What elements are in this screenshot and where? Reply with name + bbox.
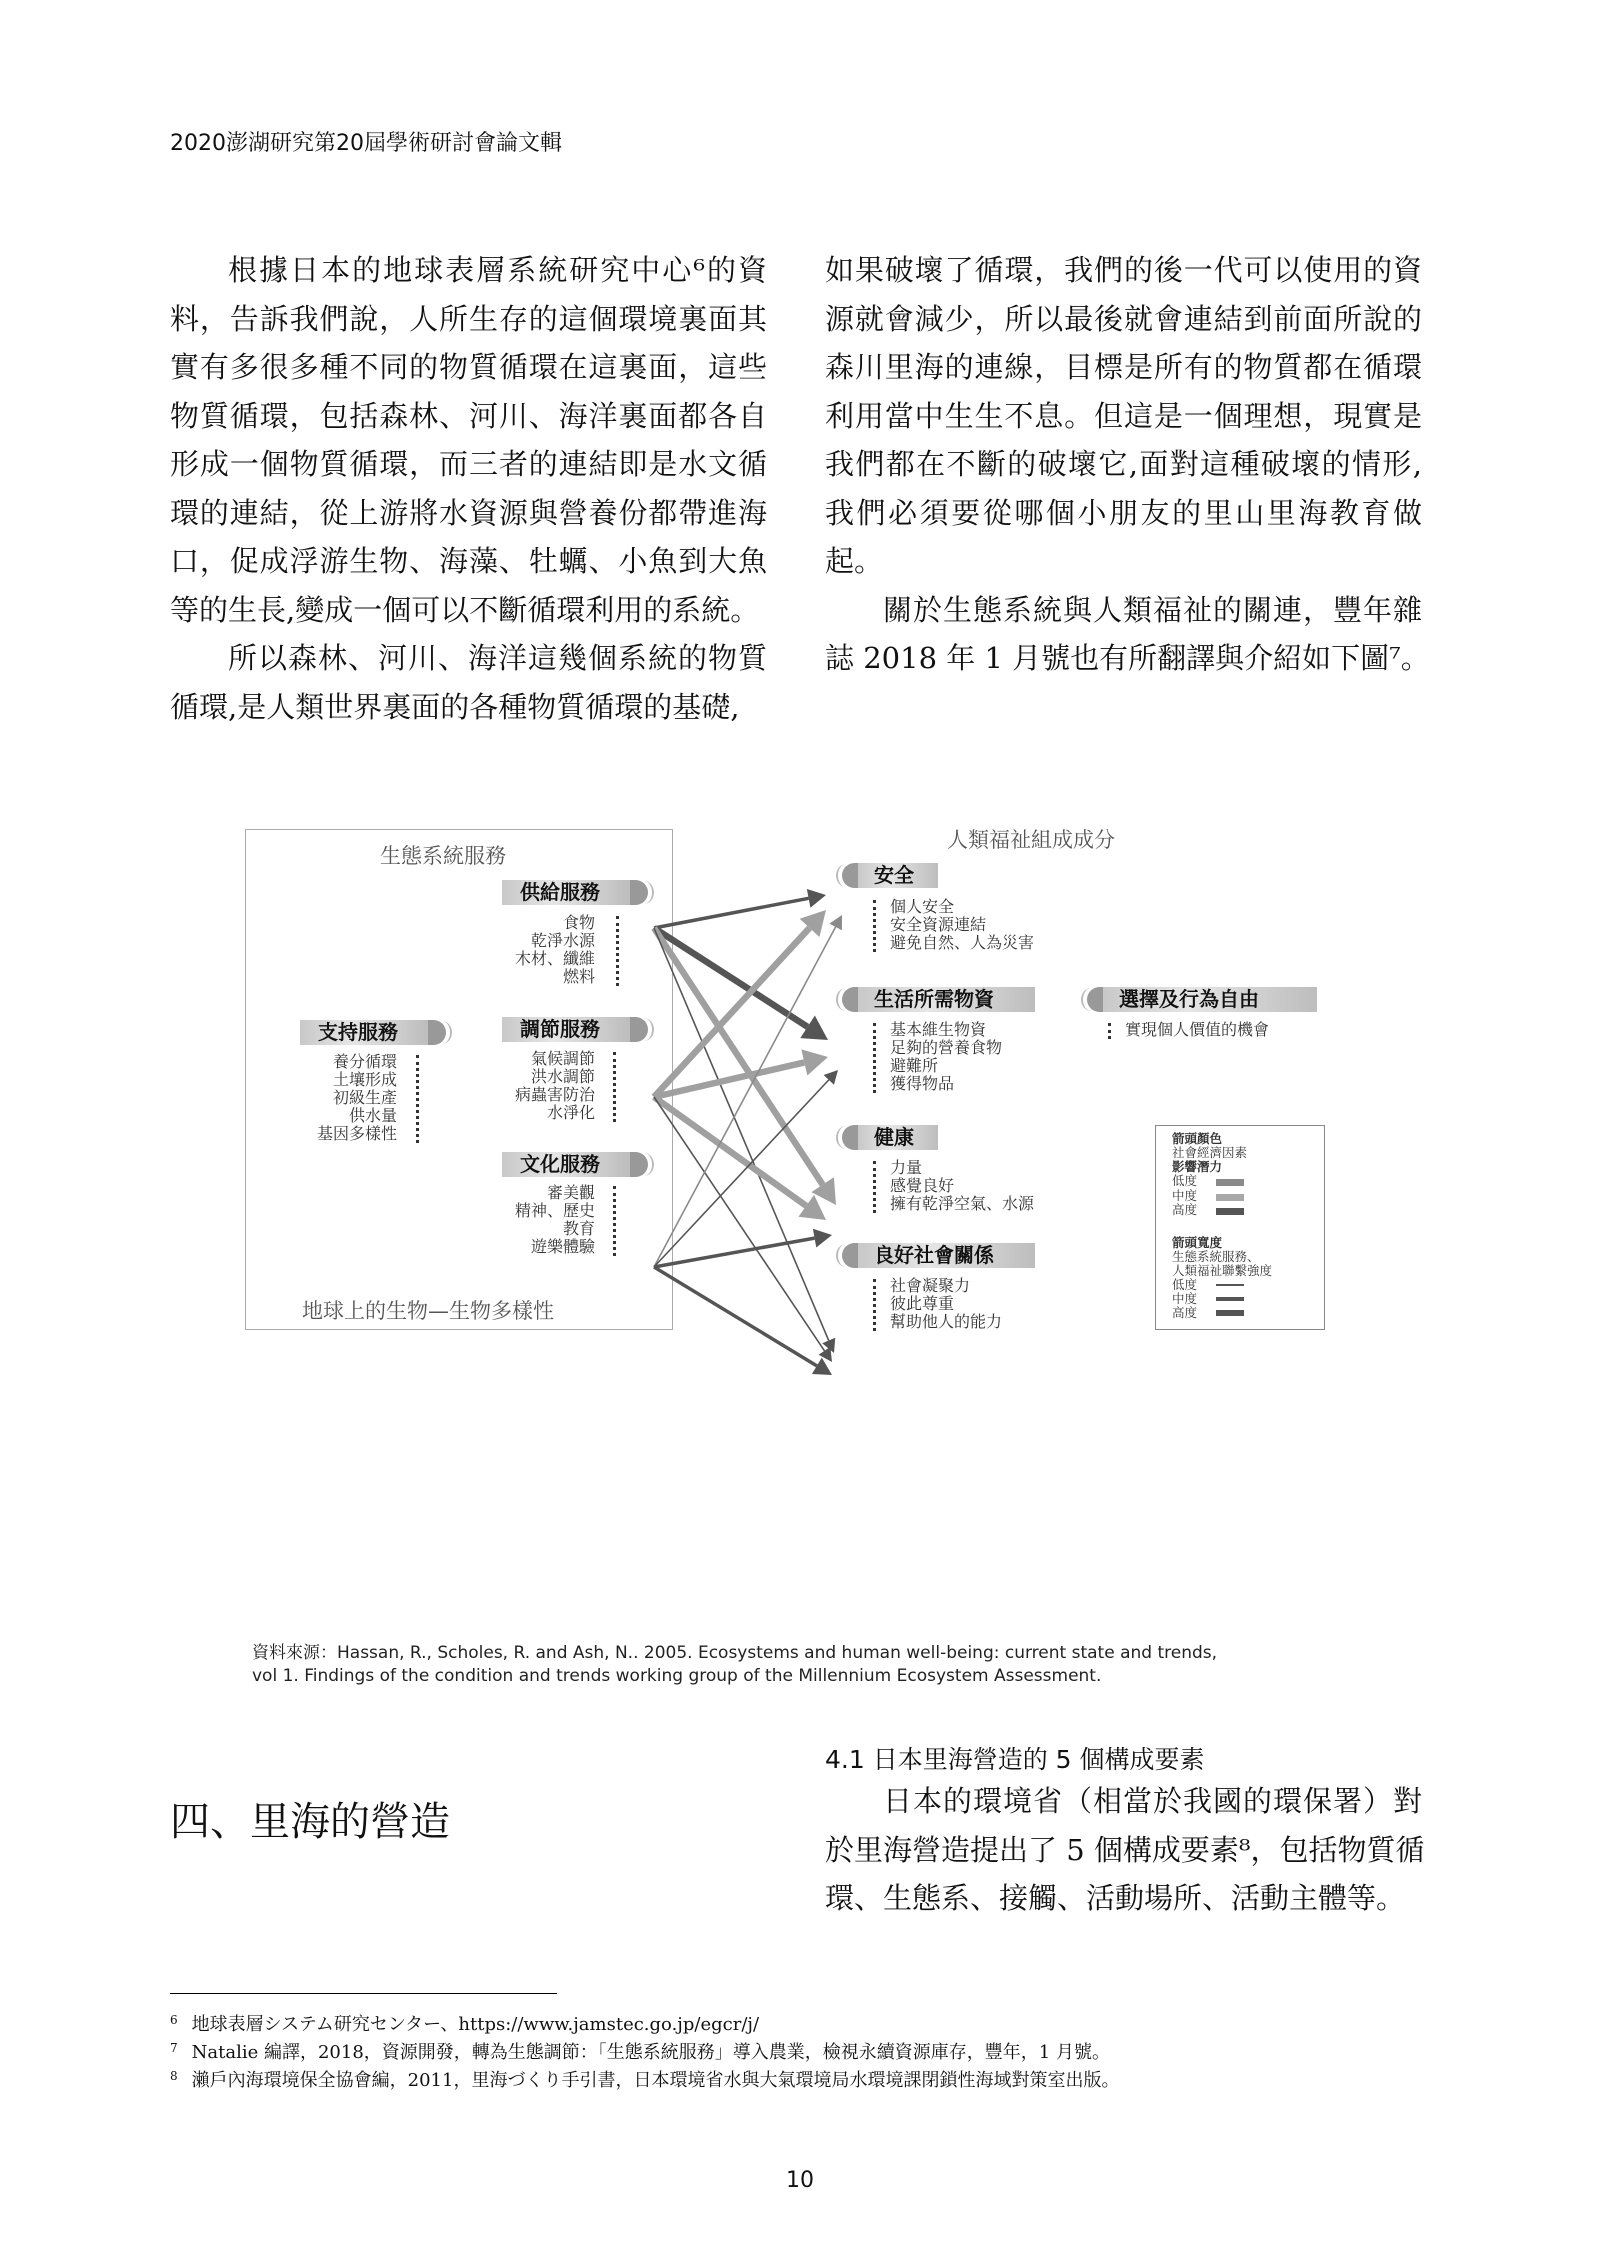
figure-source-line2: vol 1. Findings of the condition and trends working group of the Millennium Ecosystem Assessment. [252,1666,1102,1686]
wellbeing-label-materials [858,987,1035,1012]
service-item: 養分循環 [332,1052,397,1071]
service-item: 土壤形成 [332,1070,397,1089]
service-item: 食物 [562,913,595,932]
connector-cap-icon [842,863,858,888]
service-item: 初級生產 [332,1088,397,1107]
arrow-regulating-to-health [654,1097,806,1206]
arrow-provisioning-to-health [654,928,823,1185]
text-line: 循環,是人類世界裏面的各種物質循環的基礎, [170,689,740,724]
legend-color-sub: 社會經濟因素 [1172,1145,1248,1160]
subsection-heading: 4.1 日本里海營造的 5 個構成要素 [825,1745,1205,1774]
wellbeing-items [890,898,1034,952]
footnote-divider [170,1993,557,1994]
arrowhead-icon [813,1229,832,1248]
legend-color-title: 箭頭顏色 [1172,1131,1223,1146]
wellbeing-label-freedom [1103,987,1317,1012]
wellbeing-item: 避免自然、人為災害 [890,933,1035,952]
service-label-provisioning [502,880,630,905]
text-line: 物質循環，包括森林、河川、海洋裏面都各自 [170,398,767,433]
service-item: 洪水調節 [530,1067,595,1086]
service-label-cultural [502,1152,630,1177]
arrow-cultural-to-health [654,1238,815,1267]
connector-cap-icon [630,880,648,905]
arrowhead-icon [807,889,826,908]
footnote-text: 瀨戶內海環境保全協會編，2011，里海づくり手引書，日本環境省水與大氣環境局水環境課閉鎖性海域對策室出版。 [191,2070,1120,2091]
service-item: 水淨化 [546,1103,595,1122]
service-item: 審美觀 [546,1183,595,1202]
text-line: 料，告訴我們說，人所生存的這個環境裏面其 [170,301,767,336]
wellbeing-items [890,1021,1002,1093]
wellbeing-label-text: 安全 [874,863,914,887]
dotted-divider [416,1055,419,1143]
arrow-regulating-to-social [654,1097,824,1351]
service-item: 燃料 [562,967,595,986]
running-header: 2020澎湖研究第20屆學術研討會論文輯 [170,131,562,156]
footnote-number: 6 [170,2013,178,2027]
wellbeing-item: 個人安全 [890,897,955,916]
text-line: 我們都在不斷的破壞它,面對這種破壞的情形, [825,447,1422,481]
wellbeing-item: 力量 [890,1158,923,1177]
page-number: 10 [786,2168,814,2193]
text-line: 環、生態系、接觸、活動場所、活動主體等。 [825,1881,1406,1915]
service-label-text: 支持服務 [318,1020,398,1044]
service-label-supporting [300,1020,428,1045]
connector-cap-icon [842,1125,858,1150]
service-items [237,1053,397,1143]
biodiversity-label: 地球上的生物—生物多樣性 [302,1299,554,1323]
wellbeing-item: 足夠的營養食物 [890,1038,1003,1057]
arrowhead-icon [801,1049,828,1075]
footnote-text: Natalie 編譯，2018，資源開發，轉為生態調節：「生態系統服務」導入農業，檢視永續資源庫存，豐年，1 月號。 [191,2042,1110,2063]
connector-cap-icon [428,1020,446,1045]
ecosystem-services-title: 生態系統服務 [380,844,506,868]
text-line: 起。 [825,544,884,578]
connector-cap-icon [630,1017,648,1042]
text-line: 等的生長,變成一個可以不斷循環利用的系統。 [170,592,760,627]
legend-label: 低度 [1172,1173,1198,1188]
dotted-divider [873,1279,876,1331]
service-item: 精神、歷史 [514,1201,595,1220]
wellbeing-item: 實現個人價值的機會 [1125,1020,1270,1039]
legend-label: 中度 [1172,1188,1198,1203]
wellbeing-label-social [858,1243,1035,1268]
legend-label: 低度 [1172,1277,1198,1292]
text-line: 森川里海的連線，目標是所有的物質都在循環 [825,350,1422,384]
footnote-text: 地球表層システム研究センター、https://www.jamstec.go.jp/egcr/j/ [191,2014,760,2035]
section-heading: 四、里海的營造 [170,1799,450,1845]
footnote [170,2066,1119,2092]
wellbeing-item: 擁有乾淨空氣、水源 [890,1194,1035,1213]
legend-width-sub: 人類福祉聯繫強度 [1172,1263,1273,1278]
text-line: 實有多很多種不同的物質循環在這裏面，這些 [170,350,767,384]
wellbeing-item: 基本維生物資 [890,1020,987,1039]
dotted-divider [1108,1023,1111,1039]
connector-cap-icon [842,987,858,1012]
legend-swatch-high [1216,1208,1244,1215]
text-line: 所以森林、河川、海洋這幾個系統的物質 [228,641,767,675]
text-line: 我們必須要從哪個小朋友的里山里海教育做 [825,495,1422,530]
service-item: 乾淨水源 [530,931,595,950]
connector-cap-icon [842,1243,858,1268]
figure-source-line1: 資料來源：Hassan, R., Scholes, R. and Ash, N.. 2005. Ecosystems and human well-being: current state and trends, [252,1643,1218,1663]
service-item: 基因多樣性 [316,1124,397,1143]
legend-width-title: 箭頭寬度 [1172,1235,1223,1250]
legend-width-sub: 生態系統服務、 [1172,1249,1260,1264]
dotted-divider [613,1052,616,1122]
service-label-text: 文化服務 [520,1152,600,1176]
wellbeing-label-text: 健康 [874,1125,914,1149]
service-items [435,914,595,986]
wellbeing-item: 安全資源連結 [890,915,987,934]
arrow-provisioning-to-security [654,898,809,928]
legend-width-low [1216,1284,1244,1286]
text-line: 源就會減少，所以最後就會連結到前面所說的 [825,301,1422,336]
service-label-regulating [502,1017,630,1042]
legend-color-sub: 影響潛力 [1172,1159,1223,1174]
legend-label: 中度 [1172,1291,1198,1306]
arrow-cultural-to-social [654,1267,817,1366]
dotted-divider [613,1186,616,1256]
wellbeing-items [890,1277,1002,1331]
text-line: 關於生態系統與人類福祉的關連，豐年雜 [883,592,1422,627]
dotted-divider [873,900,876,952]
wellbeing-item: 彼此尊重 [890,1294,955,1313]
wellbeing-item: 幫助他人的能力 [890,1312,1003,1331]
text-line: 誌 2018 年 1 月號也有所翻譯與介紹如下圖⁷。 [825,641,1430,675]
arrow-regulating-to-materials [654,1062,804,1097]
dotted-divider [616,916,619,986]
legend-width-medium [1216,1297,1244,1301]
legend-label: 高度 [1172,1202,1198,1217]
service-item: 病蟲害防治 [514,1085,595,1104]
wellbeing-label-text: 良好社會關係 [874,1243,994,1267]
service-item: 供水量 [348,1106,397,1125]
service-item: 教育 [562,1219,595,1238]
service-label-text: 調節服務 [520,1017,600,1041]
legend [1155,1125,1325,1330]
service-items [435,1184,595,1256]
text-line: 日本的環境省（相當於我國的環保署）對 [883,1784,1422,1818]
service-item: 氣候調節 [530,1049,595,1068]
service-items [435,1050,595,1122]
service-item: 遊樂體驗 [530,1237,595,1256]
text-line: 環的連結，從上游將水資源與營養份都帶進海 [170,495,767,530]
legend-swatch-medium [1216,1194,1244,1201]
footnote [170,2038,1110,2064]
wellbeing-items [1125,1021,1269,1039]
text-line: 形成一個物質循環，而三者的連結即是水文循 [170,447,767,481]
service-item: 木材、纖維 [514,949,595,968]
connector-cap-icon [630,1152,648,1177]
wellbeing-title: 人類福祉組成成分 [947,828,1115,852]
legend-label: 高度 [1172,1305,1198,1320]
wellbeing-label-text: 生活所需物資 [874,987,994,1011]
text-line: 利用當中生生不息。但這是一個理想，現實是 [825,398,1422,433]
text-line: 根據日本的地球表層系統研究中心⁶的資 [228,253,767,287]
subsection-body [825,1777,1425,1923]
wellbeing-label-security [858,863,938,888]
wellbeing-items [890,1159,1034,1213]
wellbeing-item: 避難所 [890,1056,939,1075]
wellbeing-item: 感覺良好 [890,1176,955,1195]
footnote [170,2010,759,2036]
text-line: 如果破壞了循環，我們的後一代可以使用的資 [825,253,1422,287]
legend-swatch-low [1216,1179,1244,1186]
footnote-number: 7 [170,2041,178,2055]
wellbeing-item: 社會凝聚力 [890,1276,971,1295]
wellbeing-label-health [858,1125,938,1150]
text-line: 於里海營造提出了 5 個構成要素⁸，包括物質循 [825,1832,1425,1867]
wellbeing-label-text: 選擇及行為自由 [1119,987,1259,1011]
dotted-divider [873,1023,876,1093]
text-line: 口，促成浮游生物、海藻、牡蠣、小魚到大魚 [170,544,767,578]
service-label-text: 供給服務 [520,880,600,904]
dotted-divider [873,1161,876,1213]
legend-width-high [1216,1310,1244,1316]
wellbeing-item: 獲得物品 [890,1074,955,1093]
connector-cap-icon [1087,987,1103,1012]
arrowhead-icon [798,1195,826,1220]
footnote-number: 8 [170,2069,178,2083]
